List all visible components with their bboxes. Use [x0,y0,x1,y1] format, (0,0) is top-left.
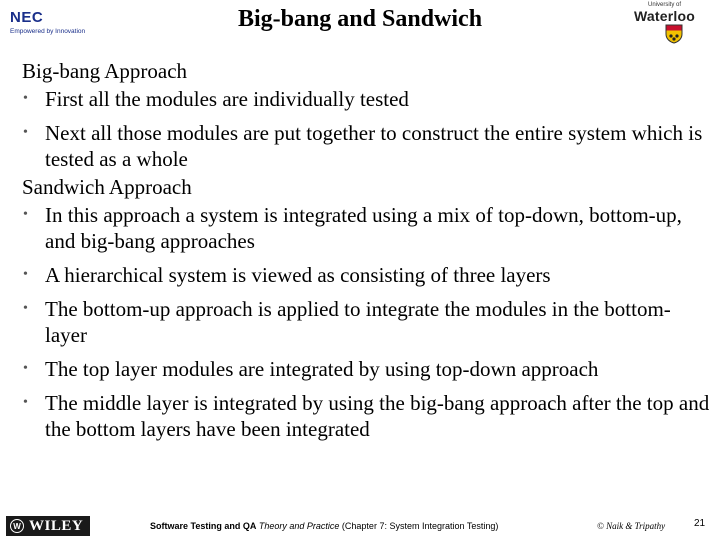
bullet-item [22,202,712,254]
bullet-item [22,262,712,288]
bullet-text: Next all those modules are put together to construct the entire system which is tested as a whole [45,121,703,171]
bullet-item [22,356,712,382]
bullet-item [22,390,712,442]
bullet-list [22,86,712,172]
wiley-emblem-icon: W [10,519,24,533]
footer-chapter: (Chapter 7: System Integration Testing) [341,521,499,531]
waterloo-logo-small-text: University of [648,2,682,8]
bullet-dot-icon: • [23,301,28,316]
bullet-text: The middle layer is integrated by using the big-bang approach after the top and the bottom layers have been integrated [45,391,710,441]
bullet-text: First all the modules are individually tested [45,87,409,111]
footer-citation [150,520,550,532]
bullet-list [22,202,712,442]
section-big-bang [22,56,712,172]
section-heading: Sandwich Approach [22,175,192,199]
slide-content [22,56,712,442]
nec-logo-name: NEC [10,9,44,26]
footer-book-title: Software Testing and QA [150,521,257,531]
wiley-logo [6,516,90,536]
section-heading: Big-bang Approach [22,59,188,83]
bullet-dot-icon: • [23,125,28,140]
bullet-dot-icon: • [23,395,28,410]
section-sandwich [22,172,712,442]
bullet-item [22,86,712,112]
bullet-dot-icon: • [23,267,28,282]
slide-title: Big-bang and Sandwich [237,6,483,32]
waterloo-logo-name: Waterloo [634,8,695,24]
bullet-text: The top layer modules are integrated by using top-down approach [45,357,599,381]
bullet-dot-icon: • [23,361,28,376]
bullet-text: In this approach a system is integrated using a mix of top-down, bottom-up, and big-bang approaches [45,203,682,253]
bullet-dot-icon: • [23,91,28,106]
bullet-item [22,296,712,348]
waterloo-logo [634,2,714,46]
bullet-item [22,120,712,172]
bullet-text: A hierarchical system is viewed as consisting of three layers [45,263,551,287]
footer-copyright: © Naik & Tripathy [597,521,666,531]
footer-book-subtitle: Theory and Practice [258,521,340,531]
bullet-dot-icon: • [23,207,28,222]
bullet-text: The bottom-up approach is applied to integrate the modules in the bottom-layer [45,297,671,347]
page-number: 21 [694,518,706,529]
wiley-logo-name: WILEY [29,517,84,534]
waterloo-crest-icon [665,24,683,44]
nec-logo-tagline: Empowered by Innovation [10,28,86,35]
